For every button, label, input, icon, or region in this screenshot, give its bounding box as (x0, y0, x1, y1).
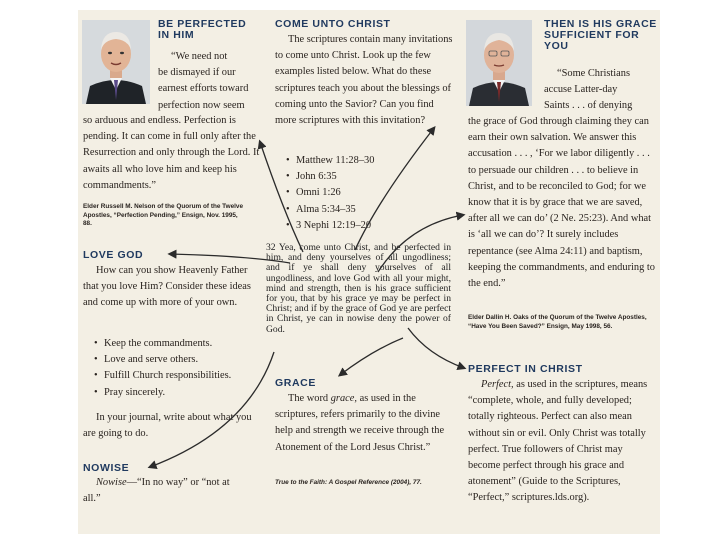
heading-line-1: BE PERFECTED (158, 18, 247, 30)
grace-citation: True to the Faith: A Gospel Reference (2004), 77. (275, 479, 422, 486)
love-item: • Fulfill Church responsibilities. (94, 368, 264, 384)
heading-line-1: THEN IS HIS GRACE (544, 18, 657, 30)
nowise-def: —“In no way” or “not at all.” (83, 477, 230, 505)
arrow-to-perfect-in-christ (408, 328, 464, 368)
quote-line-1: “We need not (171, 51, 228, 62)
manual-page (78, 10, 660, 534)
heading-grace: GRACE (275, 377, 316, 389)
scripture-ref: • Omni 1:26 (286, 185, 436, 201)
oaks-citation: Elder Dallin H. Oaks of the Quorum of the Twelve Apostles, “Have You Been Saved?” Ensign, May 1998, 56. (468, 314, 647, 330)
perfect-term: Perfect, (481, 379, 514, 390)
nelson-citation: Elder Russell M. Nelson of the Quorum of the Twelve Apostles, “Perfection Pending,” Ensign, Nov. 1995, 88. (83, 203, 244, 228)
heading-line-2: SUFFICIENT FOR (544, 29, 640, 41)
journal-text: In your journal, write about what you are going to do. (83, 412, 252, 440)
scripture-ref: • Alma 5:34–35 (286, 202, 436, 218)
connector-arrows (78, 10, 660, 534)
nowise-term: Nowise (96, 477, 127, 488)
nelson-quote-continued: so arduous and endless. Perfection is pending. It can come in full only after the Resurrection and only through the Lord. It awaits all who love him and keep his commandments.” (83, 115, 260, 191)
arrow-to-grace-sufficient (378, 215, 463, 272)
scripture-ref: • 3 Nephi 12:19–20 (286, 218, 436, 234)
quote-line-3: earnest efforts toward (158, 83, 249, 95)
grace-definition: The word grace, as used in the scriptures, refers primarily to the divine help and strength we receive through the Atonement of the Lord Jesus Christ.” (275, 393, 445, 453)
love-item: • Keep the commandments. (94, 336, 264, 352)
heading-line-2: IN HIM (158, 29, 195, 41)
heading-line-3: YOU (544, 40, 569, 52)
intro-text: The scriptures contain many invitations to come unto Christ. Look up the few examples listed below. What do these scriptures teach you about the blessings of coming unto the Savior? Can you find more scriptures with this invitation? (275, 34, 453, 127)
perfect-definition: Perfect, as used in the scriptures, means “complete, whole, and fully developed; totally righteous. Perfect can also mean without sin or evil. Only Christ was totally perfect. True followers of Christ may become perfect through his grace and atonement” (Guide to the Scriptures, “Perfect,” scriptures.lds.org). (468, 379, 648, 504)
moroni-verse: 32 Yea, come unto Christ, and be perfected in him, and deny yourselves of all ungodliness; and if ye shall deny yourselves of all ungodliness, and love God with all your might, mind and strength, then is his grace sufficient for you, that by his grace ye may be perfect in Christ; and if by the grace of God ye are perfect in Christ, ye can in nowise deny the power of God. (266, 242, 451, 335)
arrow-to-nowise (150, 352, 274, 467)
arrow-to-be-perfected (260, 142, 303, 252)
quote-line-2: accuse Latter-day (544, 84, 618, 96)
quote-line-2: be dismayed if our (158, 67, 236, 79)
scripture-ref: • John 6:35 (286, 169, 436, 185)
love-god-paragraph: How can you show Heavenly Father that you love Him? Consider these ideas and come up with more of your own. (83, 265, 251, 309)
arrow-to-grace (340, 338, 403, 375)
quote-line-1: “Some Christians (557, 68, 631, 79)
arrow-to-love-god (170, 254, 290, 263)
arrow-to-come-unto-christ (355, 128, 434, 250)
heading-love-god: LOVE GOD (83, 249, 144, 261)
quote-line-3: Saints . . . of denying (544, 100, 633, 112)
heading-perfect-in-christ: PERFECT IN CHRIST (468, 363, 583, 375)
love-item: • Pray sincerely. (94, 385, 264, 401)
scripture-ref: • Matthew 11:28–30 (286, 153, 436, 169)
quote-line-4: perfection now seem (158, 99, 245, 111)
heading-come-unto-christ: COME UNTO CHRIST (275, 18, 391, 30)
oaks-quote-continued: the grace of God through claiming they can earn their own salvation. We answer this accusation . . . , ‘For we labor diligently . . . to persuade our children . . . to believe in Christ, and to be reconciled to God; for we know that it is by grace that we are saved, after all we can do’ (2 Ne. 25:23). And what is ‘all we can do’? It surely includes repentance (see Alma 24:11) and baptism, keeping the commandments, and enduring to the end.” (468, 116, 655, 290)
love-item: • Love and serve others. (94, 352, 264, 368)
heading-nowise: NOWISE (83, 462, 130, 474)
grace-term: grace, (330, 393, 357, 404)
